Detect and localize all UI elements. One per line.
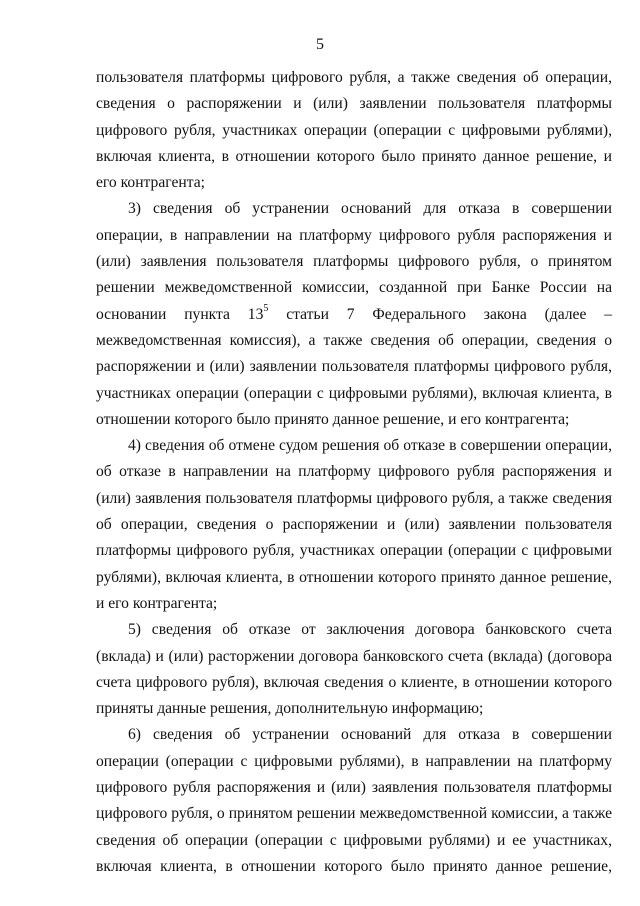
paragraph-item-3-text-continued: статьи 7 Федерального закона (далее – межведомственная комиссия), а также сведения об операции, сведения о распоряжении и (или) заявлении пользователя платформы цифрового рубля, участниках операции (операции с цифровыми рублями), включая клиента, в отношении которого было принято данное решение, и его контрагента; bbox=[96, 305, 612, 428]
paragraph-item-6: 6) сведения об устранении оснований для отказа в совершении операции (операции с цифровыми рублями), в направлении на платформу цифрового рубля распоряжения и (или) заявления пользователя платформы цифрового рубля, о принятом решении межведомственной комиссии, а также сведения об операции (операции с цифровыми рублями) и ее участниках, включая клиента, в отношении которого было принято данное решение, bbox=[96, 726, 612, 875]
page-number: 5 bbox=[316, 36, 324, 53]
document-body bbox=[96, 65, 612, 880]
paragraph-item-5: 5) сведения об отказе от заключения договора банковского счета (вклада) и (или) расторжении договора банковского счета (вклада) (договора счета цифрового рубля), включая сведения о клиенте, в отношении которого приняты данные решения, дополнительную информацию; bbox=[96, 621, 612, 718]
paragraph-item-4: 4) сведения об отмене судом решения об отказе в совершении операции, об отказе в направлении на платформу цифрового рубля распоряжения и (или) заявления пользователя платформы цифрового рубля, а также сведения об операции, сведения о распоряжении и (или) заявлении пользователя платформы цифрового рубля, участниках операции (операции с цифровыми рублями), включая клиента, в отношении которого принято данное решение, и его контрагента; bbox=[96, 437, 612, 612]
paragraph-item-3-text: 3) сведения об устранении оснований для отказа в совершении операции, в направлении на платформу цифрового рубля распоряжения и (или) заявления пользователя платформы цифрового рубля, о принятом решении межведомственной комиссии, созданной при Банке России на основании пункта 13 bbox=[96, 200, 612, 323]
paragraph-item-3 bbox=[96, 196, 612, 433]
footnote-superscript: 5 bbox=[263, 303, 269, 315]
paragraph-continuation: пользователя платформы цифрового рубля, а также сведения об операции, сведения о распоряжении и (или) заявлении пользователя платформы цифрового рубля, участниках операции (операции с цифровыми рублями), включая клиента, в отношении которого было принято данное решение, и его контрагента; bbox=[96, 69, 612, 192]
